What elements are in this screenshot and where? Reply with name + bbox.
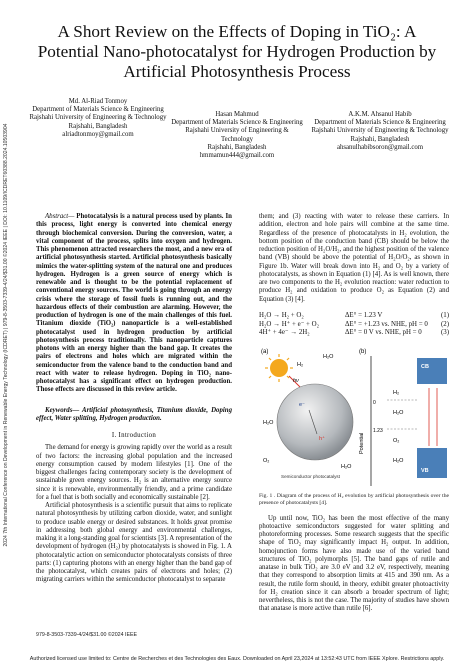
potential-axis-label: Potential [359, 432, 365, 455]
equation-number: (1) [440, 311, 449, 319]
cb-label: CB [421, 364, 429, 371]
abstract [36, 213, 232, 395]
author-city: Rajshahi, Bangladesh [207, 143, 267, 151]
figure-caption: Fig. 1 . Diagram of the process of H₂ evolution by artificial photosynthesis over the presence of photocatalysts [4]. [259, 493, 449, 506]
keywords [36, 407, 232, 424]
right-column [259, 213, 449, 614]
author-dept: Department of Materials Science & Engineering [314, 119, 446, 127]
author-name: Hasan Mahmud [215, 111, 259, 118]
author-block-2 [170, 111, 304, 160]
hv-label: hν [293, 378, 299, 385]
author-name: A.K.M. Ahsanul Habib [348, 111, 412, 118]
conference-sidebar: 2024 7th International Conference on Development in Renewable Energy Technology (ICDRET) | 979-8-3503-7339-4/24/$31.00 ©2024 IEEE | DOI: 10.1109/ICDRET60388.2024.10503904 [3, 123, 9, 547]
tick-0-label: 0 [373, 400, 376, 407]
figure-1 [259, 344, 449, 491]
author-univ: Rajshahi University of Engineering & Technology [185, 127, 289, 143]
conduction-band [417, 358, 447, 384]
h2-top-label: H₂ [297, 362, 304, 369]
author-email[interactable]: ahsanulhabibsoron@gmail.com [336, 143, 424, 151]
sun-icon [265, 354, 293, 382]
author-block-3 [306, 111, 454, 152]
o2-left-label: O₂ [263, 458, 270, 465]
vb-label: VB [421, 468, 429, 475]
equation-lhs: H₂O → H⁺ + e⁻ + O₂ [259, 320, 320, 328]
footer-isbn: 979-8-3503-7339-4/24/$31.00 ©2024 IEEE [36, 632, 138, 638]
license-footer: Authorized licensed use limited to: Centre de Recherches et des Technologies des Eaux. Downloaded on April 23,2024 at 13:52:43 UTC from IEEE Xplore. Restrictions apply. [29, 656, 445, 662]
author-univ: Rajshahi University of Engineering & Technology [29, 114, 167, 122]
tick-123-label: 1.23 [373, 428, 383, 435]
right-paragraph-2: Up until now, TiO₂ has been the most effective of the many photoactive semiconductors suggested for water splitting and photoreforming processes. Some research suggests that the specific shape of TiO₂ may significantly impact H₂ output. In addition, homojunction forms have also made use of the varied band structures of TiO₂ polymorphs [5]. The band gaps of rutile and anatase in bulk TiO₂ are 3.0 eV and 3.2 eV, respectively, meaning that they correspond to absorption limits at 415 and 390 nm. As a result, the rutile form should, in theory, exhibit greater photoactivity for H₂ creation since it can absorb a broader spectrum of light; nevertheless, this is not the case. The majority of studies have shown that anatase is more active than rutile [6]. [259, 514, 449, 613]
equation-row [259, 312, 449, 321]
right-paragraph-1: them; and (3) reacting with water to release these carriers. In addition, electron and hole pairs will combine at the same time. Regardless of the presence of photocatalysts in H₂ evolution, the bottom position of the conduction band (CB) should be below the reduction position of H₂O/H₂, and the highest position of the valence band (VB) should be above the potential of H₂O/O₂, as shown in Figure 1b. Water will break down into H₂ and O₂ by a variety of photocatalysts, as shown in Equation (1) [4]. As is well known, there are two components to the H₂ evolution reaction: water reduction to produce H₂ and oxidation to produce O₂ as Equation (2) and Equation (3) [4]. [259, 213, 449, 303]
author-univ: Rajshahi University of Engineering & Technology [311, 127, 449, 135]
intro-paragraph-1: The demand for energy is growing rapidly over the world as a result of two factors: the increasing global population and the increased energy consumption caused by modern lifestyles [1]. One of the biggest challenges facing contemporary society is the development of sustainable green energy sources. H₂ is an alternative energy source since it is renewable, environmentally friendly, and a prime candidate for a fuel that is both socially and economically sustainable [2]. [36, 444, 232, 501]
eminus-label: e⁻ [299, 402, 305, 409]
figure-1-diagram [259, 344, 449, 491]
author-dept: Department of Materials Science & Engineering [32, 106, 164, 114]
o2-right-label: O₂ [393, 438, 400, 445]
equation-row [259, 321, 449, 330]
author-name: Md. Al-Riad Tonmoy [68, 98, 128, 105]
h2o-left-label: H₂O [263, 420, 274, 427]
left-column [36, 213, 232, 585]
h2-right-label: H₂ [393, 390, 400, 397]
equation-row [259, 329, 449, 338]
equation-number: (3) [440, 329, 449, 337]
section-heading-introduction: I. Introduction [111, 432, 157, 439]
paper-title: A Short Review on the Effects of Doping in TiO₂: A Potential Nano-photocatalyst for Hydrogen Production by Artificial Photosynthesis Process [37, 22, 437, 81]
equation-number: (2) [440, 320, 449, 328]
equation-rhs: ΔE° = +1.23 vs. NHE, pH = 0 [345, 320, 428, 328]
equation-rhs: ΔE° = 0 V vs. NHE, pH = 0 [345, 329, 422, 337]
semiconductor-sphere [277, 384, 353, 460]
author-city: Rajshahi, Bangladesh [68, 122, 128, 130]
semiconductor-label: Semiconductor photocatalyst [281, 474, 340, 480]
excitation-arrows [429, 388, 437, 446]
h2o-top-label: H₂O [323, 354, 334, 361]
abstract-label: Abstract— [45, 213, 75, 220]
author-city: Rajshahi, Bangladesh [350, 135, 410, 143]
h2o-bottom-label: H₂O [341, 464, 352, 471]
equation-lhs: 4H⁺ + 4e⁻ → 2H₂ [259, 329, 310, 337]
equations-block [259, 312, 449, 338]
keywords-text: Artificial photosynthesis, Titanium dioxide, Doping effect, Water splitting, Hydrogen production. [36, 406, 232, 422]
figure-label-a: (a) [261, 349, 269, 356]
equation-rhs: ΔE° = 1.23 V [345, 311, 383, 319]
figure-label-b: (b) [359, 349, 367, 356]
hplus-label: h⁺ [319, 436, 325, 443]
author-dept: Department of Materials Science & Engineering [171, 119, 303, 127]
author-email[interactable]: alriadtonmoy@gmail.com [62, 130, 134, 138]
intro-paragraph-2: Artificial photosynthesis is a scientific pursuit that aims to replicate natural photosynthesis by utilizing carbon dioxide, water, and sunlight to produce usable energy or desired substances. It holds great promise in addressing both global energy and environmental challenges, making it a long-standing goal for scientists [3]. A representation of the development of hydrogen (H₂) by photocatalysts is showed in Fig. 1. A photocatalytic action on semiconductor photocatalysts consists of three parts: (1) capturing photons with an energy higher than the band gap of the photocatalyst, which creates pairs of electrons and holes; (2) migrating carriers within the semiconductor photocatalyst to separate [36, 502, 232, 584]
abstract-text: Photocatalysis is a natural process used by plants. In this process, light energy is converted into chemical energy through biochemical conversion. During the conversion, water, a vital component of the process, splits into oxygen and hydrogen. This phenomenon attracted researchers the most, and a new era of artificial photosynthesis started. Artificial photosynthesis basically mimics the water-splitting system of the natural one and produces hydrogen. Hydrogen is a green source of energy which is renewable and is thought to be the potential replacement of conventional energy sources. The world is going through an energy crisis where the storage of fossil fuels is running out, and the hazardous effects of their combustion are alarming. However, the production of hydrogen is one of the main challenges of this fuel. Titanium dioxide (TiO₂) nanoparticle is a well-established photocatalyst used in hydrogen production by artificial photosynthesis process traditionally. This nanoparticle captures photons with an energy higher than the band gap. It creates the pairs of electrons and holes which are migrated within the semiconductor from the valence band to the conduction band and react with water to release hydrogen. Doping in TiO₂ nano-photocatalyst has a significant effect on hydrogen production. Those effects are discussed in this review article. [36, 213, 232, 394]
equation-lhs: H₂O → H₂ + O₂ [259, 311, 304, 319]
author-email[interactable]: hmmamun444@gmail.com [199, 152, 275, 160]
keywords-label: Keywords— [45, 406, 80, 414]
h2o-right-bottom-label: H₂O [393, 458, 404, 465]
author-block-1 [24, 98, 172, 139]
h2o-right-label: H₂O [393, 410, 404, 417]
